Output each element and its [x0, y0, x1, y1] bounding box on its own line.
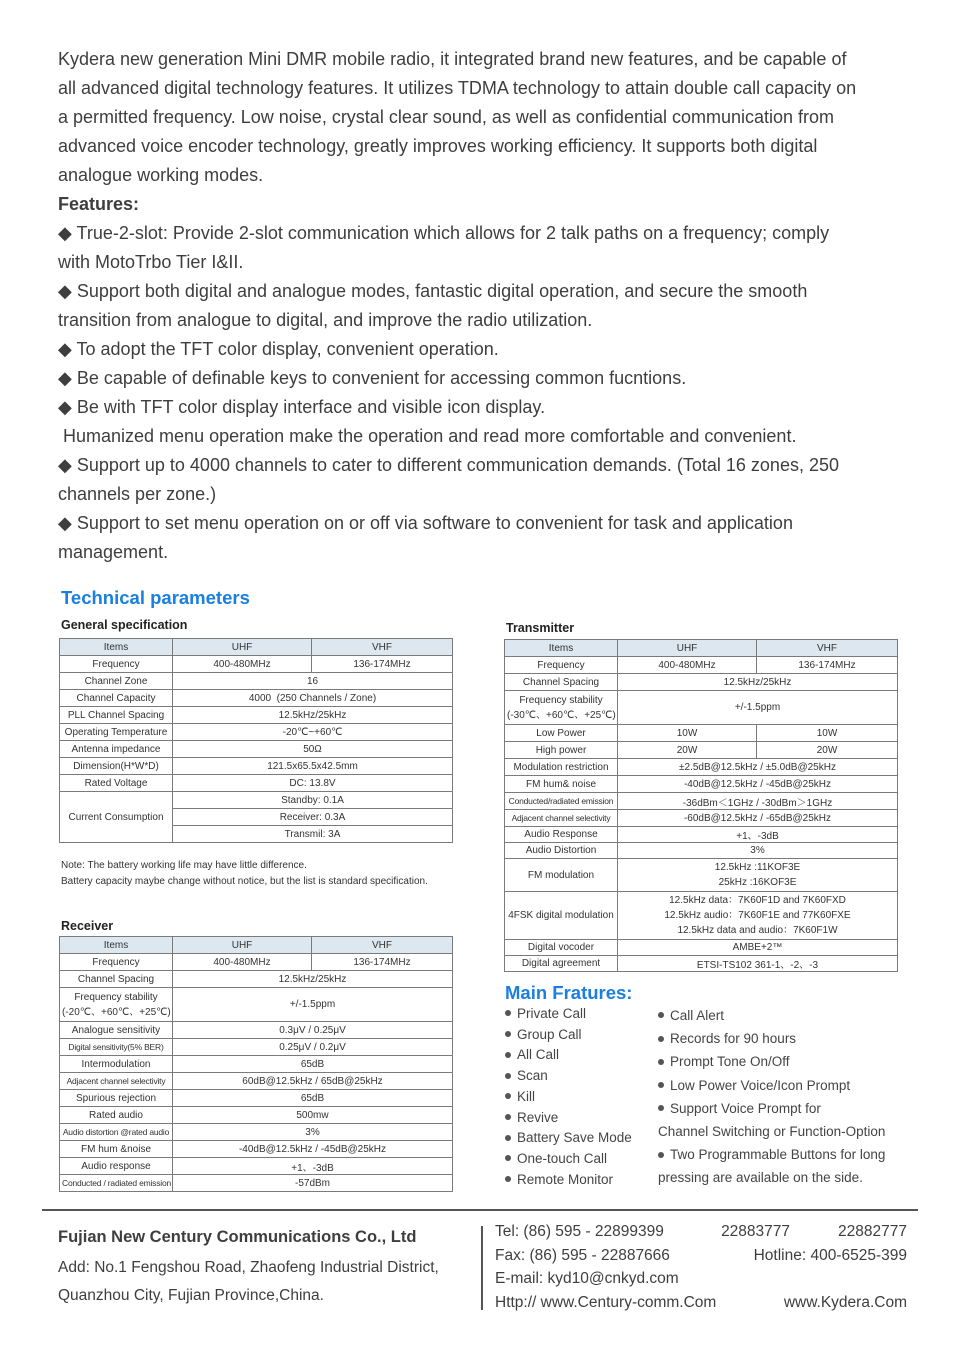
row-value: +1、-3dB	[173, 1158, 453, 1175]
table-row	[60, 1039, 453, 1056]
value-line: 12.5kHz :11KOF3E	[714, 862, 801, 873]
row-value-vhf: 136-174MHz	[757, 657, 898, 674]
header-items: Items	[60, 937, 173, 954]
row-value: 0.3μV / 0.25μV	[173, 1022, 453, 1039]
row-label: Analogue sensitivity	[60, 1022, 173, 1039]
list-item-label: Call Alert	[670, 1008, 725, 1023]
row-value: 12.5kHz/25kHz	[618, 674, 898, 691]
row-value: -40dB@12.5kHz / -45dB@25kHz	[618, 776, 898, 793]
table-row	[60, 690, 453, 707]
list-item-continuation	[658, 1166, 885, 1189]
bullet-icon	[658, 1059, 664, 1065]
row-label	[505, 691, 618, 725]
list-item	[505, 1025, 632, 1046]
list-item-label: Private Call	[517, 1006, 587, 1021]
table-row	[505, 759, 898, 776]
website-link-kydera[interactable]: www.Kydera.Com	[783, 1293, 907, 1311]
tel-primary: Tel: (86) 595 - 22899399	[495, 1223, 664, 1240]
row-label	[60, 988, 173, 1022]
row-value: +/-1.5ppm	[618, 691, 898, 725]
row-label: Channel Capacity	[60, 690, 173, 707]
table-row	[505, 810, 898, 827]
bullet-icon	[658, 1152, 664, 1158]
row-label: Low Power	[505, 725, 618, 742]
table-row	[60, 775, 453, 792]
list-item-label: Low Power Voice/Icon Prompt	[670, 1077, 851, 1093]
footer-divider	[42, 1209, 918, 1211]
list-item	[658, 1027, 885, 1050]
row-value: 0.25μV / 0.2μV	[173, 1039, 453, 1056]
receiver-table	[59, 936, 453, 1192]
table-row	[60, 1158, 453, 1175]
bullet-icon	[658, 1082, 664, 1088]
table-row	[60, 1107, 453, 1124]
table-row	[505, 956, 898, 972]
value-line: 12.5kHz audio：7K60F1E and 77K60FXE	[664, 910, 851, 921]
list-item	[505, 1149, 632, 1170]
table-row	[60, 741, 453, 758]
general-spec-heading: General specification	[61, 618, 188, 632]
row-label: FM modulation	[505, 859, 618, 892]
row-label: PLL Channel Spacing	[60, 707, 173, 724]
table-row	[505, 827, 898, 843]
list-item-label: Battery Save Mode	[517, 1130, 632, 1146]
table-row	[60, 1073, 453, 1090]
row-value: 4000 (250 Channels / Zone)	[173, 690, 453, 707]
receiver-heading: Receiver	[61, 919, 114, 933]
list-item-label: Support Voice Prompt for	[670, 1100, 821, 1116]
main-features-right-list	[658, 1004, 885, 1190]
table-row	[505, 859, 898, 892]
list-item	[505, 1128, 632, 1149]
transmitter-heading: Transmitter	[506, 621, 575, 635]
stability-label: Frequency stability	[519, 694, 603, 706]
row-label: Operating Temperature	[60, 724, 173, 741]
list-item-label: Scan	[517, 1068, 548, 1084]
row-value: ±2.5dB@12.5kHz / ±5.0dB@25kHz	[618, 759, 898, 776]
table-row	[60, 1141, 453, 1158]
row-value-vhf: 136-174MHz	[312, 954, 453, 971]
header-uhf: UHF	[173, 937, 312, 954]
row-value: DC: 13.8V	[173, 775, 453, 792]
table-row	[60, 954, 453, 971]
value-line: 12.5kHz data：7K60F1D and 7K60FXD	[669, 895, 846, 906]
row-value: Receiver: 0.3A	[173, 809, 453, 826]
hotline-number: Hotline: 400-6525-399	[753, 1246, 907, 1264]
value-line: 25kHz :16KOF3E	[718, 877, 797, 888]
list-item	[505, 1170, 632, 1191]
list-item	[505, 1087, 632, 1108]
row-label: Digital vocoder	[505, 940, 618, 956]
table-row	[60, 792, 453, 809]
table-header-row	[505, 640, 898, 657]
footer-vertical-divider	[481, 1226, 483, 1310]
bullet-icon	[505, 1093, 511, 1099]
general-spec-table	[59, 638, 453, 843]
feature-line: transition from analogue to digital, and improve the radio utilization.	[58, 310, 593, 330]
row-value: Transmil: 3A	[173, 826, 453, 843]
header-items: Items	[60, 639, 173, 656]
list-item-label: One-touch Call	[517, 1150, 608, 1166]
row-label: Spurious rejection	[60, 1090, 173, 1107]
list-item-label: Remote Monitor	[517, 1171, 614, 1187]
stability-label: Frequency stability	[74, 991, 158, 1003]
intro-line: advanced voice encoder technology, greatly improves working efficiency. It supports both digital	[58, 136, 818, 156]
header-uhf: UHF	[173, 639, 312, 656]
list-item-label: Revive	[517, 1109, 559, 1125]
row-label: Intermodulation	[60, 1056, 173, 1073]
intro-line: Kydera new generation Mini DMR mobile radio, it integrated brand new features, and be capable of	[58, 49, 847, 69]
tel-tertiary: 22882777	[838, 1223, 907, 1240]
list-item-label: pressing are available on the side.	[658, 1170, 863, 1186]
row-value: -40dB@12.5kHz / -45dB@25kHz	[173, 1141, 453, 1158]
table-row	[60, 1175, 453, 1192]
intro-line: a permitted frequency. Low noise, crystal clear sound, as well as confidential communication from	[58, 107, 835, 127]
intro-line: all advanced digital technology features. It utilizes TDMA technology to attain double call capacity on	[58, 78, 857, 98]
tel-row	[495, 1220, 907, 1244]
row-value-vhf: 20W	[757, 742, 898, 759]
row-value: 50Ω	[173, 741, 453, 758]
list-item-label: Channel Switching or Function-Option	[658, 1124, 886, 1140]
stability-conditions: (-30℃、+60℃、+25℃)	[507, 709, 616, 721]
row-label: Adjacent channel selectivity	[60, 1073, 173, 1090]
row-label: FM hum &noise	[60, 1141, 173, 1158]
row-value: +1、-3dB	[618, 827, 898, 843]
table-row	[60, 1022, 453, 1039]
row-value-uhf: 10W	[618, 725, 757, 742]
row-value: 121.5x65.5x42.5mm	[173, 758, 453, 775]
header-vhf: VHF	[757, 640, 898, 657]
table-row	[505, 892, 898, 940]
email-row	[495, 1267, 907, 1291]
row-label: High power	[505, 742, 618, 759]
feature-line: ◆ To adopt the TFT color display, convenient operation.	[58, 339, 499, 359]
row-value: -36dBm＜1GHz / -30dBm＞1GHz	[618, 793, 898, 810]
tel-secondary: 22883777	[721, 1223, 791, 1240]
table-row	[60, 673, 453, 690]
row-value: 500mw	[173, 1107, 453, 1124]
table-row	[60, 656, 453, 673]
row-label: Audio Distortion	[505, 843, 618, 859]
list-item	[658, 1097, 885, 1120]
table-header-row	[60, 937, 453, 954]
row-value: ETSI-TS102 361-1、-2、-3	[618, 956, 898, 972]
feature-line: ◆ Be with TFT color display interface and visible icon display.	[58, 397, 546, 417]
feature-line: ◆ Be capable of definable keys to convenient for accessing common fucntions.	[58, 368, 687, 388]
row-label: Antenna impedance	[60, 741, 173, 758]
note-line: Battery capacity maybe change without notice, but the list is standard specification.	[61, 876, 428, 887]
header-items: Items	[505, 640, 618, 657]
table-row	[60, 971, 453, 988]
list-item	[505, 1066, 632, 1087]
row-label: Audio distortion @rated audio	[60, 1124, 173, 1141]
bullet-icon	[505, 1010, 511, 1016]
list-item-label: Two Programmable Buttons for long	[670, 1147, 886, 1163]
table-row	[505, 742, 898, 759]
row-label: 4FSK digital modulation	[505, 892, 618, 940]
row-value-vhf: 10W	[757, 725, 898, 742]
table-row	[505, 843, 898, 859]
table-row	[505, 776, 898, 793]
row-label: Conducted/radiated emission	[505, 793, 618, 810]
feature-line: Humanized menu operation make the operation and read more comfortable and convenient.	[58, 426, 797, 446]
table-row	[60, 988, 453, 1022]
row-label: Digital agreement	[505, 956, 618, 972]
row-value	[618, 892, 898, 940]
row-value: Standby: 0.1A	[173, 792, 453, 809]
features-heading: Features:	[58, 194, 140, 214]
feature-line: management.	[58, 542, 169, 562]
bullet-icon	[505, 1052, 511, 1058]
feature-line: with MotoTrbo Tier I&II.	[58, 252, 244, 272]
feature-line: channels per zone.)	[58, 484, 217, 504]
header-vhf: VHF	[312, 639, 453, 656]
row-label: Frequency	[505, 657, 618, 674]
bullet-icon	[505, 1073, 511, 1079]
row-value: +/-1.5ppm	[173, 988, 453, 1022]
table-row	[60, 758, 453, 775]
row-label: Audio Response	[505, 827, 618, 843]
table-row	[505, 657, 898, 674]
feature-line: ◆ Support to set menu operation on or off via software to convenient for task and application	[58, 513, 793, 533]
row-label: Channel Spacing	[60, 971, 173, 988]
header-vhf: VHF	[312, 937, 453, 954]
row-value: 16	[173, 673, 453, 690]
website-link-century[interactable]: Http:// www.Century-comm.Com	[495, 1293, 717, 1311]
row-value: -57dBm	[173, 1175, 453, 1192]
list-item-label: Records for 90 hours	[670, 1031, 797, 1047]
company-name: Fujian New Century Communications Co., Ltd	[58, 1228, 417, 1246]
list-item	[658, 1004, 885, 1027]
list-item	[505, 1004, 632, 1025]
transmitter-table	[504, 639, 898, 972]
row-label: Dimension(H*W*D)	[60, 758, 173, 775]
email-link[interactable]: E-mail: kyd10@cnkyd.com	[495, 1270, 679, 1287]
list-item-continuation	[658, 1120, 885, 1143]
list-item	[658, 1050, 885, 1073]
table-row	[505, 725, 898, 742]
row-value: 65dB	[173, 1056, 453, 1073]
row-value-vhf: 136-174MHz	[312, 656, 453, 673]
row-value-uhf: 400-480MHz	[173, 656, 312, 673]
bullet-icon	[658, 1036, 664, 1042]
row-value: -20℃~+60℃	[173, 724, 453, 741]
bullet-icon	[505, 1176, 511, 1182]
row-label: Rated audio	[60, 1107, 173, 1124]
bullet-icon	[658, 1105, 664, 1111]
header-uhf: UHF	[618, 640, 757, 657]
table-row	[60, 707, 453, 724]
web-row	[495, 1291, 907, 1315]
bullet-icon	[505, 1135, 511, 1141]
intro-line: analogue working modes.	[58, 165, 264, 185]
list-item	[658, 1143, 885, 1166]
bullet-icon	[505, 1031, 511, 1037]
row-label: Adjacent channel selectivity	[505, 810, 618, 827]
list-item-label: Kill	[517, 1088, 536, 1104]
table-row	[60, 724, 453, 741]
row-value: 60dB@12.5kHz / 65dB@25kHz	[173, 1073, 453, 1090]
list-item	[505, 1045, 632, 1066]
table-row	[505, 674, 898, 691]
value-line: 12.5kHz data and audio：7K60F1W	[677, 925, 838, 936]
bullet-icon	[658, 1012, 664, 1018]
row-value-uhf: 20W	[618, 742, 757, 759]
bullet-icon	[505, 1155, 511, 1161]
row-label: Frequency	[60, 656, 173, 673]
technical-parameters-heading: Technical parameters	[61, 587, 250, 608]
row-label: Audio response	[60, 1158, 173, 1175]
stability-conditions: (-20℃、+60℃、+25℃)	[62, 1006, 171, 1018]
table-row	[505, 691, 898, 725]
list-item	[658, 1074, 885, 1097]
row-label: Conducted / radiated emission	[60, 1175, 173, 1192]
row-value: 3%	[618, 843, 898, 859]
main-features-heading: Main Fratures:	[505, 982, 633, 1003]
row-label: Frequency	[60, 954, 173, 971]
row-label: Channel Zone	[60, 673, 173, 690]
battery-note	[61, 858, 428, 890]
table-row	[505, 793, 898, 810]
fax-row	[495, 1244, 907, 1268]
fax-number: Fax: (86) 595 - 22887666	[495, 1246, 670, 1264]
table-row	[60, 1124, 453, 1141]
list-item	[505, 1108, 632, 1129]
feature-line: ◆ Support up to 4000 channels to cater to different communication demands. (Total 16 zones, 250	[58, 455, 839, 475]
row-label: Rated Voltage	[60, 775, 173, 792]
row-value: AMBE+2™	[618, 940, 898, 956]
row-value: -60dB@12.5kHz / -65dB@25kHz	[618, 810, 898, 827]
table-row	[60, 1090, 453, 1107]
table-header-row	[60, 639, 453, 656]
contact-info	[495, 1220, 907, 1314]
address-line: Quanzhou City, Fujian Province,China.	[58, 1287, 324, 1304]
row-label: FM hum& noise	[505, 776, 618, 793]
row-value-uhf: 400-480MHz	[173, 954, 312, 971]
main-features-left-list	[505, 1004, 632, 1190]
list-item-label: Prompt Tone On/Off	[670, 1054, 790, 1070]
feature-line: ◆ Support both digital and analogue modes, fantastic digital operation, and secure the smooth	[58, 281, 808, 301]
row-value-uhf: 400-480MHz	[618, 657, 757, 674]
list-item-label: All Call	[517, 1047, 560, 1063]
row-label: Current Consumption	[60, 792, 173, 843]
bullet-icon	[505, 1114, 511, 1120]
note-line: Note: The battery working life may have little difference.	[61, 860, 307, 871]
row-label: Modulation restriction	[505, 759, 618, 776]
company-address	[58, 1254, 439, 1310]
intro-section	[58, 45, 918, 567]
address-line: Add: No.1 Fengshou Road, Zhaofeng Industrial District,	[58, 1259, 439, 1276]
row-value	[618, 859, 898, 892]
row-value: 12.5kHz/25kHz	[173, 971, 453, 988]
row-label: Digital sensitivity(5% BER)	[60, 1039, 173, 1056]
feature-line: ◆ True-2-slot: Provide 2-slot communication which allows for 2 talk paths on a frequency; comply	[58, 223, 830, 243]
table-row	[505, 940, 898, 956]
row-value: 12.5kHz/25kHz	[173, 707, 453, 724]
row-value: 65dB	[173, 1090, 453, 1107]
list-item-label: Group Call	[517, 1026, 582, 1042]
row-label: Channel Spacing	[505, 674, 618, 691]
row-value: 3%	[173, 1124, 453, 1141]
table-row	[60, 1056, 453, 1073]
